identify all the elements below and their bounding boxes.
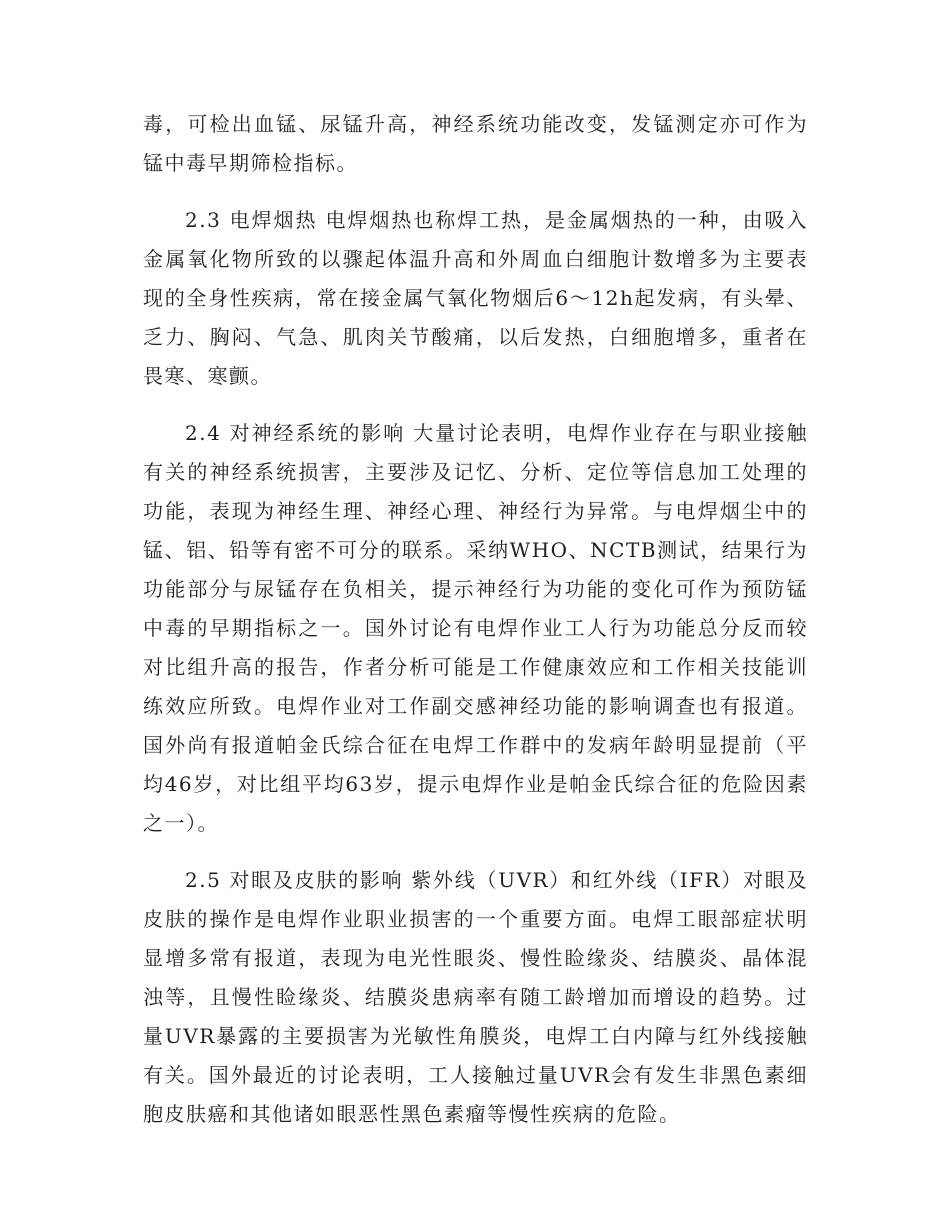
paragraph-text: 紫外线（UVR）和红外线（IFR）对眼及皮肤的操作是电焊作业职业损害的一个重要方面。电焊工眼部症状明显增多常有报道，表现为电光性眼炎、慢性睑缘炎、结膜炎、晶体混浊等，且慢性睑缘炎、结膜炎患病率有随工龄增加而增设的趋势。过量UVR暴露的主要损害为光敏性角膜炎，电焊工白内障与红外线接触有关。国外最近的讨论表明，工人接触过量UVR会有发生非黑色素细胞皮肤癌和其他诸如眼恶性黑色素瘤等慢性疾病的危险。: [143, 868, 808, 1126]
paragraph-text: 电焊烟热也称焊工热，是金属烟热的一种，由吸入金属氧化物所致的以骤起体温升高和外周血白细胞计数增多为主要表现的全身性疾病，常在接金属气氧化物烟后6～12h起发病，有头晕、乏力、胸闷、气急、肌肉关节酸痛，以后发热，白细胞增多，重者在畏寒、寒颤。: [143, 208, 809, 388]
paragraph-section-2-3: [143, 201, 808, 396]
paragraph-continuation: [143, 105, 808, 183]
paragraph-text: 毒，可检出血锰、尿锰升高，神经系统功能改变，发锰测定亦可作为锰中毒早期筛检指标。: [143, 112, 808, 175]
section-heading-2-4: 2.4 对神经系统的影响: [185, 421, 406, 445]
paragraph-section-2-5: [143, 861, 808, 1134]
paragraph-section-2-4: [143, 414, 808, 843]
document-body: [143, 105, 808, 1134]
section-heading-2-5: 2.5 对眼及皮肤的影响: [185, 868, 404, 892]
paragraph-text: 大量讨论表明，电焊作业存在与职业接触有关的神经系统损害，主要涉及记忆、分析、定位等信息加工处理的功能，表现为神经生理、神经心理、神经行为异常。与电焊烟尘中的锰、铝、铅等有密不可分的联系。采纳WHO、NCTB测试，结果行为功能部分与尿锰存在负相关，提示神经行为功能的变化可作为预防锰中毒的早期指标之一。国外讨论有电焊作业工人行为功能总分反而较对比组升高的报告，作者分析可能是工作健康效应和工作相关技能训练效应所致。电焊作业对工作副交感神经功能的影响调查也有报道。国外尚有报道帕金氏综合征在电焊工作群中的发病年龄明显提前（平均46岁，对比组平均63岁，提示电焊作业是帕金氏综合征的危险因素之一）。: [143, 421, 808, 835]
section-heading-2-3: 2.3 电焊烟热: [185, 208, 318, 232]
